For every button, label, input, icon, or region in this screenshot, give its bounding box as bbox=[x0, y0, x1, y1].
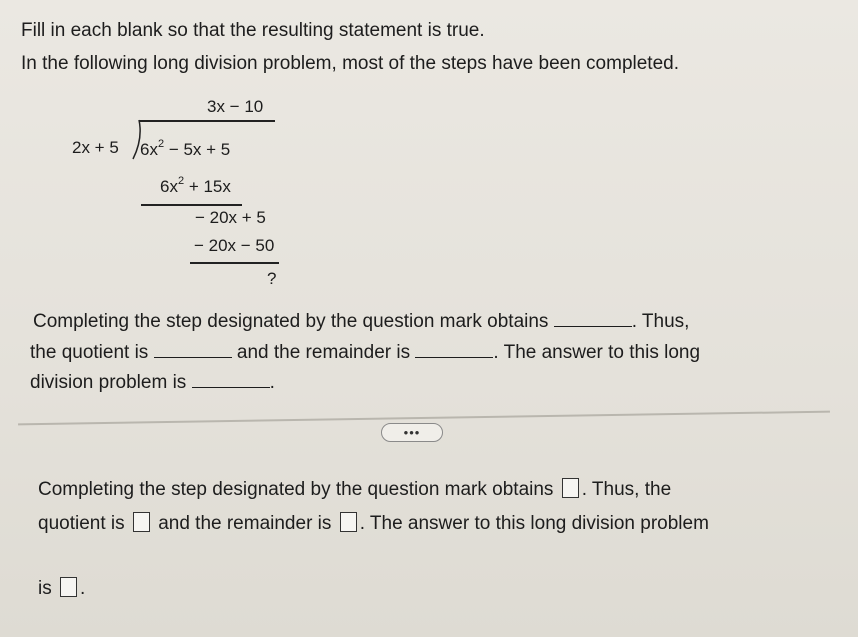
answer-text: quotient is bbox=[38, 513, 125, 534]
blank-result bbox=[554, 310, 632, 327]
answer-line-1 bbox=[38, 478, 671, 501]
step1-rule bbox=[141, 204, 242, 206]
question-text: . bbox=[269, 372, 275, 393]
answer-text: . bbox=[80, 578, 86, 599]
more-options-button[interactable]: ••• bbox=[381, 423, 443, 442]
answer-text: . The answer to this long division problem bbox=[359, 513, 709, 534]
question-text: the quotient is bbox=[30, 342, 149, 363]
dividend-rest: − 5x + 5 bbox=[164, 140, 231, 159]
blank-remainder bbox=[415, 341, 493, 358]
answer-text: . Thus, the bbox=[581, 479, 672, 500]
subtraction-step-1 bbox=[160, 175, 231, 197]
divisor: 2x + 5 bbox=[72, 138, 119, 157]
question-text: division problem is bbox=[30, 372, 187, 393]
division-bar bbox=[139, 120, 275, 122]
blank-answer bbox=[192, 371, 270, 388]
input-box-answer[interactable] bbox=[60, 577, 77, 597]
step1-rest: + 15x bbox=[184, 177, 231, 196]
input-box-quotient[interactable] bbox=[133, 512, 150, 532]
dividend bbox=[140, 138, 230, 160]
remainder-step-2: − 20x + 5 bbox=[195, 208, 266, 227]
answer-line-3 bbox=[38, 577, 85, 600]
answer-line-2 bbox=[38, 512, 709, 535]
dividend-lead: 6x bbox=[140, 140, 158, 159]
input-box-result[interactable] bbox=[562, 478, 579, 498]
question-line-3 bbox=[30, 371, 275, 394]
input-box-remainder[interactable] bbox=[340, 512, 357, 532]
question-line-1 bbox=[33, 310, 689, 333]
question-text: Completing the step designated by the question mark obtains bbox=[33, 311, 549, 332]
answer-text: is bbox=[38, 578, 52, 599]
question-text: and the remainder is bbox=[236, 342, 411, 363]
question-line-2 bbox=[30, 341, 700, 364]
answer-text: and the remainder is bbox=[158, 513, 332, 534]
answer-text: Completing the step designated by the question mark obtains bbox=[38, 479, 554, 500]
question-mark: ? bbox=[267, 269, 277, 288]
blank-quotient bbox=[154, 341, 232, 358]
intro-text: In the following long division problem, most of the steps have been completed. bbox=[21, 53, 679, 74]
exponent: 2 bbox=[157, 138, 165, 150]
question-text: . The answer to this long bbox=[493, 342, 701, 363]
step1-lead: 6x bbox=[160, 177, 178, 196]
instruction-text: Fill in each blank so that the resulting statement is true. bbox=[21, 20, 485, 41]
question-text: . Thus, bbox=[631, 311, 690, 332]
quotient: 3x − 10 bbox=[207, 97, 264, 116]
subtraction-step-3: − 20x − 50 bbox=[194, 236, 275, 255]
step3-rule bbox=[190, 262, 279, 264]
exponent: 2 bbox=[177, 175, 185, 187]
